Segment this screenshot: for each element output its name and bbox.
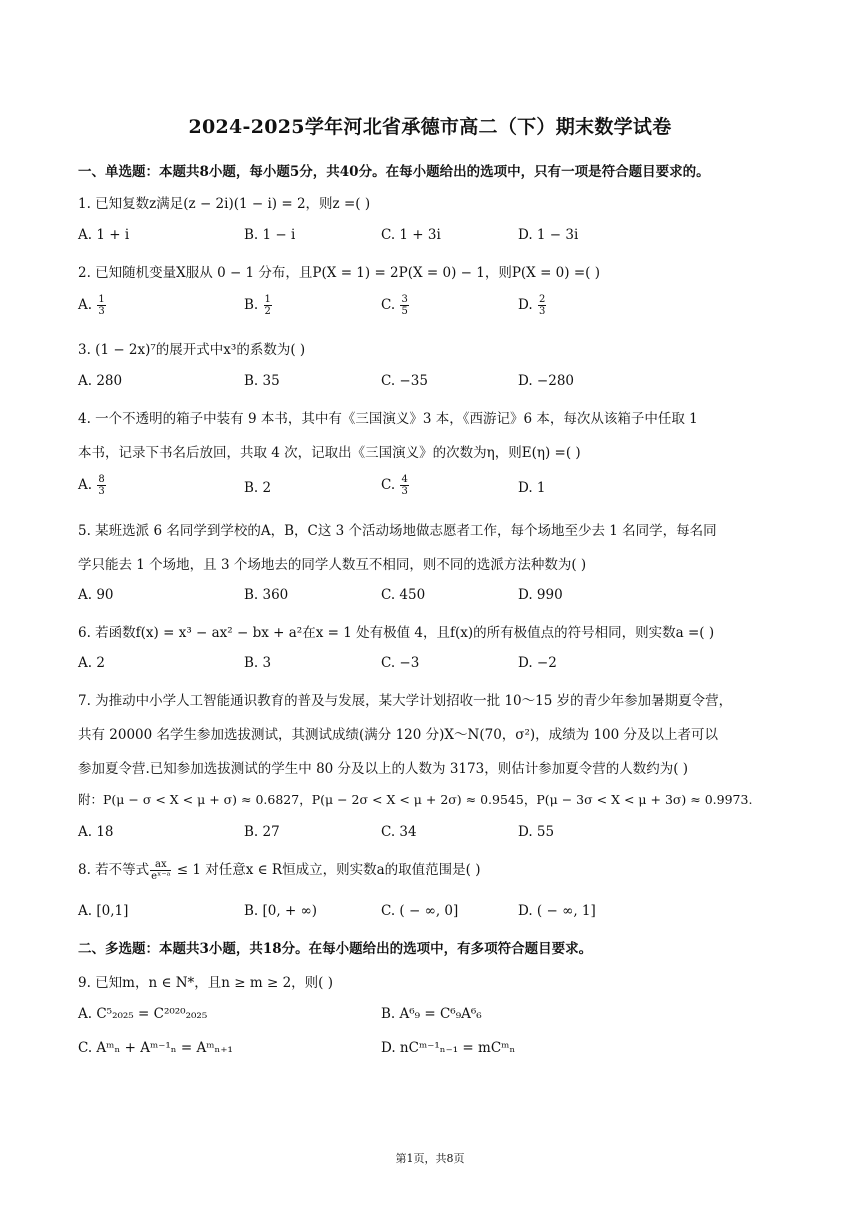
question-5-option-c: C. 450 [381,587,426,603]
question-8-option-d: D. ( − ∞, 1] [518,903,596,919]
question-7-option-c: C. 34 [381,824,417,840]
question-5-stem-line-1: 5. 某班选派 6 名同学到学校的A，B，C这 3 个活动场地做志愿者工作，每个场地至少去 1 名同学，每名同 [78,523,717,539]
question-8-option-b: B. [0, + ∞) [244,903,318,919]
question-7-stem-line-2: 共有 20000 名学生参加选拔测试，其测试成绩(满分 120 分)X～N(70，σ²)，成绩为 100 分及以上者可以 [78,727,719,743]
question-4-option-c: C. $\frac{4}{3}$ [381,474,408,497]
question-5-option-d: D. 990 [518,587,563,603]
question-4-stem-line-2: 本书，记录下书名后放回，共取 4 次，记取出《三国演义》的次数为η，则E(η) =( ) [78,445,581,461]
question-9-option-a: A. C⁵₂₀₂₅ = C²⁰²⁰₂₀₂₅ [78,1006,208,1022]
question-8-option-a: A. [0,1] [78,903,129,919]
question-2-stem: 2. 已知随机变量X服从 0 − 1 分布，且P(X = 1) = 2P(X = 0) − 1，则P(X = 0) =( ) [78,265,600,281]
question-3-option-a: A. 280 [78,373,123,389]
question-9-option-c: C. Aᵐₙ + Aᵐ⁻¹ₙ = Aᵐₙ₊₁ [78,1040,233,1056]
question-7-stem-line-3: 参加夏令营.已知参加选拔测试的学生中 80 分及以上的人数为 3173，则估计参加夏令营的人数约为( ) [78,761,689,777]
question-2-option-d: D. $\frac{2}{3}$ [518,294,546,317]
question-5-option-b: B. 360 [244,587,289,603]
question-5-stem-line-2: 学只能去 1 个场地，且 3 个场地去的同学人数互不相同，则不同的选派方法种数为( ) [78,557,587,573]
question-7-option-d: D. 55 [518,824,555,840]
question-9-stem: 9. 已知m，n ∈ N*，且n ≥ m ≥ 2，则( ) [78,975,334,991]
question-6-option-b: B. 3 [244,655,272,671]
question-9-option-d: D. nCᵐ⁻¹ₙ₋₁ = mCᵐₙ [381,1040,516,1056]
question-7-appendix: 附：P(μ − σ < X < μ + σ) ≈ 0.6827，P(μ − 2σ < X < μ + 2σ) ≈ 0.9545，P(μ − 3σ < X < μ + 3σ) ≈ 0.9973. [78,792,753,807]
question-6-stem: 6. 若函数f(x) = x³ − ax² − bx + a²在x = 1 处有极值 4，且f(x)的所有极值点的符号相同，则实数a =( ) [78,625,715,641]
question-2-option-c: C. $\frac{3}{5}$ [381,294,408,317]
section-heading-single-choice: 一、单选题：本题共8小题，每小题5分，共40分。在每小题给出的选项中，只有一项是符合题目要求的。 [78,164,710,180]
question-3-option-d: D. −280 [518,373,575,389]
question-8-option-c: C. ( − ∞, 0] [381,903,459,919]
question-3-option-c: C. −35 [381,373,428,389]
question-7-stem-line-1: 7. 为推动中小学人工智能通识教育的普及与发展，某大学计划招收一批 10～15 岁的青少年参加暑期夏令营， [78,693,733,709]
question-4-option-a: A. $\frac{8}{3}$ [78,474,105,497]
question-1-stem: 1. 已知复数z满足(z − 2i)(1 − i) = 2，则z =( ) [78,196,371,212]
question-6-option-a: A. 2 [78,655,105,671]
question-8-stem: 8. 若不等式 $\frac{ax}{\text{eˣ⁻ᵃ}}$ ≤ 1 对任意x ∈ R恒成立，则实数a的取值范围是( ) [78,859,481,882]
question-9-option-b: B. A⁶₉ = C⁶₉A⁶₆ [381,1006,482,1022]
question-6-option-c: C. −3 [381,655,420,671]
question-5-option-a: A. 90 [78,587,114,603]
question-1-option-d: D. 1 − 3i [518,227,579,243]
question-3-option-b: B. 35 [244,373,280,389]
question-7-option-a: A. 18 [78,824,114,840]
question-4-option-d: D. 1 [518,480,546,496]
section-heading-multi-choice: 二、多选题：本题共3小题，共18分。在每小题给出的选项中，有多项符合题目要求。 [78,941,593,957]
question-1-option-a: A. 1 + i [78,227,130,243]
question-1-option-c: C. 1 + 3i [381,227,441,243]
question-3-stem: 3. (1 − 2x)⁷的展开式中x³的系数为( ) [78,342,306,358]
question-2-option-a: A. $\frac{1}{3}$ [78,294,105,317]
question-4-option-b: B. 2 [244,480,272,496]
question-2-option-b: B. $\frac{1}{2}$ [244,294,271,317]
question-4-stem-line-1: 4. 一个不透明的箱子中装有 9 本书，其中有《三国演义》3 本，《西游记》6 本，每次从该箱子中任取 1 [78,411,698,427]
question-7-option-b: B. 27 [244,824,280,840]
question-6-option-d: D. −2 [518,655,557,671]
page-title: 2024-2025学年河北省承德市高二（下）期末数学试卷 [188,116,672,138]
question-1-option-b: B. 1 − i [244,227,296,243]
page-footer: 第1页，共8页 [395,1152,465,1165]
